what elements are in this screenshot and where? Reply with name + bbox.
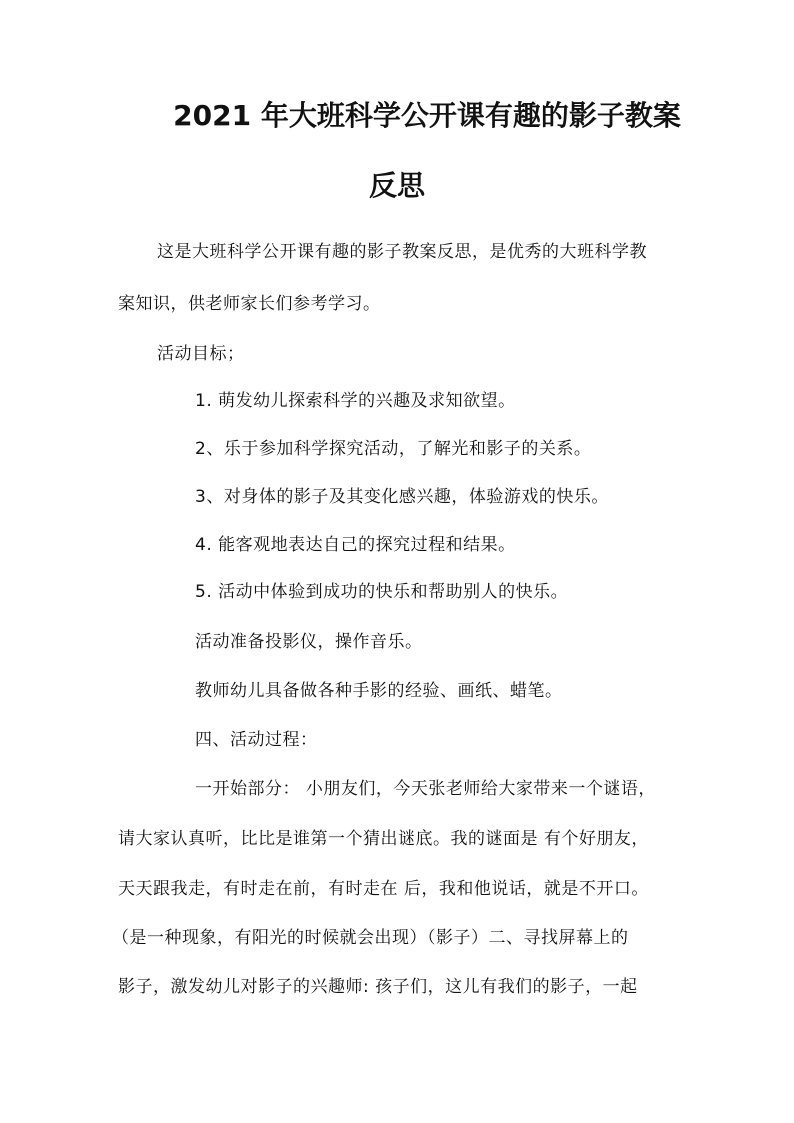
preparation-line-2: 教师幼儿具备做各种手影的经验、画纸、蜡笔。 [195, 681, 563, 701]
process-line-2: 请大家认真听，比比是谁第一个猜出谜底。我的谜面是 有个好朋友， [118, 829, 649, 849]
process-line-4: （是一种现象，有阳光的时候就会出现）（影子）二、寻找屏幕上的 [112, 928, 629, 948]
goal-item-4: 4. 能客观地表达自己的探究过程和结果。 [195, 535, 516, 555]
intro-line-1: 这是大班科学公开课有趣的影子教案反思，是优秀的大班科学教 [157, 242, 647, 262]
document-title-line1: 2021 年大班科学公开课有趣的影子教案 [173, 99, 681, 132]
document-title-line2: 反思 [368, 169, 425, 202]
preparation-line-1: 活动准备投影仪，操作音乐。 [195, 632, 423, 652]
goal-item-1: 1. 萌发幼儿探索科学的兴趣及求知欲望。 [195, 391, 516, 411]
goal-item-5: 5. 活动中体验到成功的快乐和帮助别人的快乐。 [195, 582, 569, 602]
process-line-5: 影子，激发幼儿对影子的兴趣师: 孩子们，这儿有我们的影子，一起 [118, 977, 638, 997]
goal-item-3: 3、对身体的影子及其变化感兴趣，体验游戏的快乐。 [195, 487, 609, 507]
goals-heading: 活动目标； [157, 344, 245, 364]
goal-item-2: 2、乐于参加科学探究活动，了解光和影子的关系。 [195, 439, 592, 459]
process-line-3: 天天跟我走，有时走在前，有时走在 后，我和他说话，就是不开口。 [118, 879, 649, 899]
process-line-1: 一开始部分： 小朋友们，今天张老师给大家带来一个谜语， [195, 779, 656, 799]
process-heading: 四、活动过程： [195, 730, 318, 750]
intro-line-2: 案知识，供老师家长们参考学习。 [118, 294, 381, 314]
